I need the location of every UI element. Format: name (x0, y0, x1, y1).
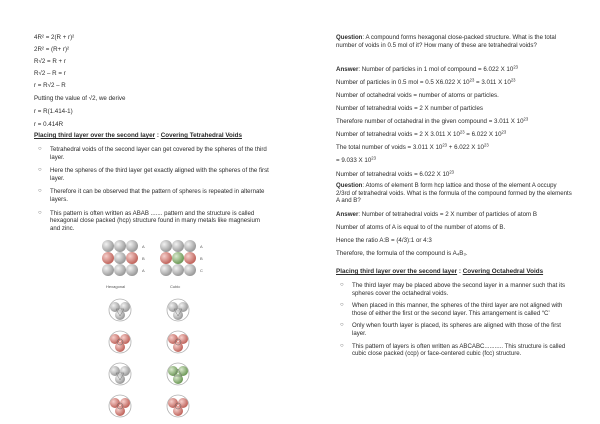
section-heading-tetrahedral (34, 132, 242, 140)
heading-prefix: Placing third layer over the second layer (34, 132, 156, 139)
sphere (126, 252, 138, 264)
sphere (172, 240, 184, 252)
layer-letter: A (142, 268, 145, 273)
sphere (160, 252, 172, 264)
answer-exponent: 23 (513, 64, 518, 70)
sphere (160, 264, 172, 276)
calc-exponent: 23 (523, 116, 529, 122)
layer-letter: B (142, 256, 145, 261)
bullet-icon: ○ (340, 342, 344, 349)
list-item-text: The third layer may be placed above the second layer in a manner such that its spheres cover the octahedral voids. (352, 282, 566, 297)
equation-line: r = 0.414R (34, 121, 64, 128)
calc-text: = 6.022 X 10 (464, 131, 502, 138)
calc-text: The total number of voids = 3.011 X 10 (336, 144, 443, 151)
cubic-stack (160, 240, 203, 276)
list-item-text: When placed in this manner, the spheres of the third layer are not aligned with those of either the first or the second layer. This arrangement is called “C’ (352, 302, 563, 317)
calc-text: Therefore number of octahedral in the given compound = 3.011 X 10 (336, 118, 524, 125)
list-item-text: Only when fourth layer is placed, its spheres are aligned with those of the first layer. (352, 322, 561, 337)
list-item-text: Therefore it can be observed that the pattern of spheres is repeated in alternate layers. (50, 188, 265, 203)
calc-line (336, 118, 528, 125)
heading-suffix: Covering Tetrahedral Voids (160, 132, 242, 139)
calc-line (336, 131, 506, 138)
list-item-text: This pattern is often written as ABAB ....... pattern and the structure is called hexagonal close packed (hcp) structure found in many metals like magnesium and zinc. (50, 209, 261, 232)
heading-prefix: Placing third layer over the second layer (336, 268, 458, 275)
list-item-text: Here the spheres of the third layer get exactly aligned with the spheres of the first layer. (50, 167, 269, 182)
calc-text: Number of tetrahedral voids = 2 X 3.011 X 10 (336, 131, 460, 138)
cubic-label: Cubic (170, 284, 181, 289)
list-item (336, 282, 572, 297)
answer-line (336, 66, 518, 73)
sphere (184, 264, 196, 276)
calc-line: Number of atoms of A is equal to of the number of atoms of B. (336, 224, 506, 231)
equation-text: Putting the value of √2, we derive (34, 95, 126, 102)
answer2-label: Answer (336, 211, 359, 218)
section-heading-octahedral (336, 268, 543, 276)
bullet-icon: ○ (340, 302, 344, 309)
layer-letter: C (200, 268, 203, 273)
question-text: : A compound forms hexagonal close-packed structure. What is the total number of voids in 0.5 mol of it? How many of these are tetrahedral voids? (336, 34, 557, 49)
sphere (184, 240, 196, 252)
calc-line (336, 79, 516, 86)
heading-separator: : (156, 132, 159, 139)
hexagonal-label: Hexagonal (106, 284, 126, 289)
equation-line: R√2 = R + r (34, 58, 66, 65)
calc-exponent: 23 (469, 77, 475, 83)
bullet-icon: ○ (38, 209, 42, 216)
list-item (34, 146, 270, 161)
list-item (336, 302, 572, 317)
calc-line: Hence the ratio A:B = (4/3):1 or 4:3 (336, 237, 432, 244)
list-item (336, 343, 572, 358)
sphere (102, 240, 114, 252)
sphere (126, 240, 138, 252)
equation-line: 2R² = (R+ r)² (34, 46, 70, 53)
question2-text: : Atoms of element B form hcp lattice and those of the element A occupy 2/3rd of tetrahedral voids. What is the formula of the compound formed by the elements A and B? (336, 182, 572, 205)
bullet-icon: ○ (340, 322, 344, 329)
hexagonal-stack (102, 240, 145, 276)
tetrahedral-bullet-list (34, 146, 270, 232)
calc-exponent: 23 (501, 129, 507, 135)
sphere (160, 240, 172, 252)
equation-line: 4R² = 2(R + r)² (34, 34, 75, 41)
calc-exponent: 23 (510, 77, 516, 83)
answer-text: : Number of particles in 1 mol of compound = 6.022 X 10 (358, 66, 514, 73)
equation-line: r = R(1.414-1) (34, 108, 73, 115)
calc-text: = 9.033 X 10 (336, 157, 372, 164)
sphere (114, 240, 126, 252)
list-item (34, 167, 270, 182)
calc-exponent: 23 (459, 129, 465, 135)
equation-line: R√2 – R = r (34, 70, 66, 77)
sphere (102, 252, 114, 264)
calc-line (336, 105, 483, 112)
calc-text: = 3.011 X 10 (474, 79, 511, 86)
calc-exponent: 23 (442, 142, 448, 148)
calc-text: Number of tetrahedral voids = 6.022 X 10 (336, 171, 450, 178)
calc-line (336, 157, 376, 164)
hexagonal-layer-views (109, 299, 131, 417)
calc-exponent: 23 (449, 169, 455, 175)
layer-letter: A (142, 244, 145, 249)
list-item-text: Tetrahedral voids of the second layer can get covered by the spheres of the third layer. (50, 146, 267, 161)
answer2-line (336, 211, 537, 218)
question2-paragraph (336, 182, 572, 205)
list-item-text: This pattern of layers is often written as ABCABC........... This structure is called cubic close packed (ccp) or face-centered cubic (fcc) structure. (352, 342, 566, 358)
sphere (114, 264, 126, 276)
question-label: Question (336, 34, 363, 41)
calc-text: Number of particles in 0.5 mol = 0.5 X6.022 X 10 (336, 79, 470, 86)
calc-line (336, 171, 454, 178)
calc-exponent: 23 (371, 155, 376, 161)
calc-exponent: 23 (484, 142, 489, 148)
bullet-icon: ○ (38, 188, 42, 195)
calc-line: Therefore, the formula of the compound is A₄B₃. (336, 250, 468, 257)
calc-text: Number of tetrahedral voids = 2 X number of particles (336, 105, 484, 112)
sphere (126, 264, 138, 276)
list-item (336, 322, 572, 337)
bullet-icon: ○ (340, 282, 344, 288)
layer-letter: B (200, 256, 203, 261)
question-paragraph (336, 34, 572, 49)
calc-line (336, 92, 499, 99)
list-item (34, 210, 270, 233)
packing-layers-figure (96, 238, 226, 424)
calc-line (336, 144, 489, 151)
cubic-layer-views (167, 299, 189, 417)
sphere (184, 252, 196, 264)
heading-suffix: Covering Octahedral Voids (462, 268, 544, 275)
sphere (102, 264, 114, 276)
calc-text: + 6.022 X 10 (447, 144, 484, 151)
equation-line: r = R√2 – R (34, 82, 66, 89)
sphere (172, 264, 184, 276)
bullet-icon: ○ (38, 146, 42, 152)
answer-label: Answer (336, 66, 359, 73)
layer-letter: A (200, 244, 203, 249)
list-item (34, 188, 270, 203)
question2-label: Question (336, 182, 363, 189)
sphere (172, 252, 184, 264)
bullet-icon: ○ (38, 167, 42, 174)
heading-separator: : (458, 268, 461, 275)
calc-text: Number of octahedral voids = number of atoms or particles. (336, 92, 499, 99)
octahedral-bullet-list (336, 282, 572, 358)
sphere (114, 252, 126, 264)
answer2-text: : Number of tetrahedral voids = 2 X number of particles of atom B (358, 211, 538, 218)
